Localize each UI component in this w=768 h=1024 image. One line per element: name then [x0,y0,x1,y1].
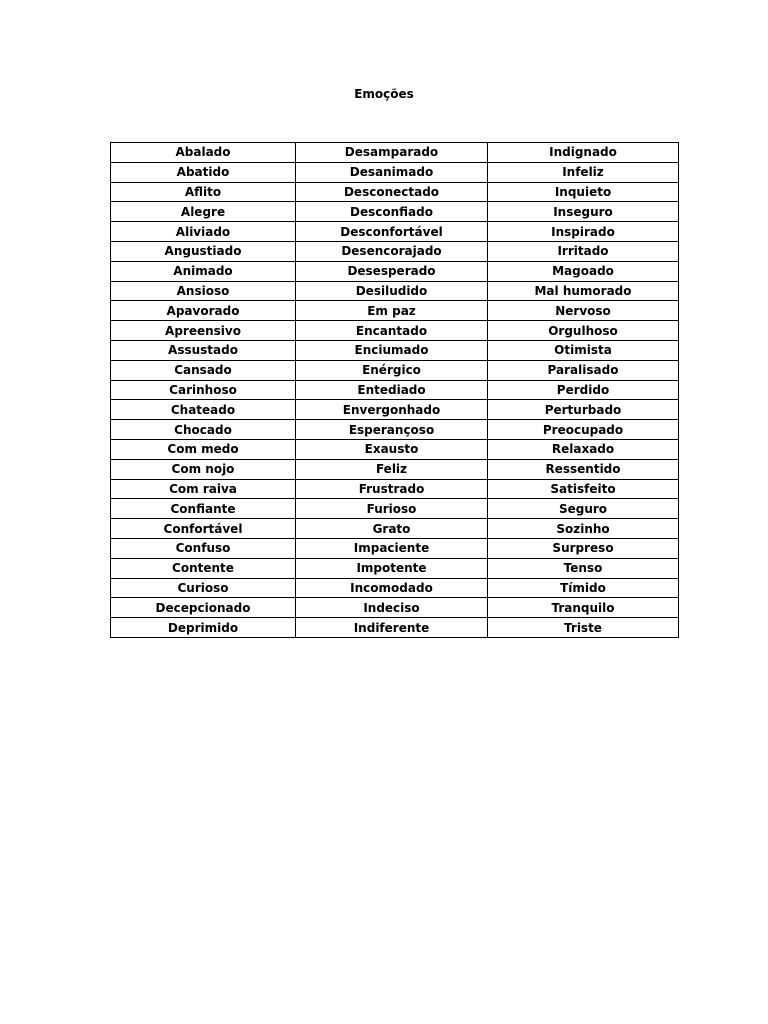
table-row [111,281,679,301]
table-row [111,420,679,440]
table-row [111,598,679,618]
table-cell: Apreensivo [111,321,296,341]
table-cell: Ansioso [111,281,296,301]
table-cell: Desconectado [296,182,488,202]
table-cell: Confortável [111,519,296,539]
table-row [111,400,679,420]
table-cell: Assustado [111,340,296,360]
table-cell: Ressentido [488,459,679,479]
table-cell: Indignado [488,143,679,163]
table-cell: Feliz [296,459,488,479]
table-cell: Com nojo [111,459,296,479]
table-cell: Esperançoso [296,420,488,440]
table-cell: Surpreso [488,538,679,558]
table-cell: Magoado [488,261,679,281]
table-cell: Cansado [111,360,296,380]
table-cell: Infeliz [488,162,679,182]
table-row [111,143,679,163]
table-cell: Perturbado [488,400,679,420]
table-cell: Exausto [296,439,488,459]
table-cell: Chocado [111,420,296,440]
table-cell: Encantado [296,321,488,341]
table-cell: Tenso [488,558,679,578]
table-cell: Em paz [296,301,488,321]
table-row [111,162,679,182]
table-cell: Com medo [111,439,296,459]
table-cell: Impaciente [296,538,488,558]
table-cell: Perdido [488,380,679,400]
table-cell: Animado [111,261,296,281]
table-cell: Tímido [488,578,679,598]
table-cell: Desiludido [296,281,488,301]
table-cell: Confuso [111,538,296,558]
table-row [111,222,679,242]
table-cell: Incomodado [296,578,488,598]
table-cell: Entediado [296,380,488,400]
table-cell: Mal humorado [488,281,679,301]
table-cell: Impotente [296,558,488,578]
table-cell: Desanimado [296,162,488,182]
table-cell: Grato [296,519,488,539]
table-cell: Angustiado [111,241,296,261]
table-cell: Seguro [488,499,679,519]
table-cell: Aliviado [111,222,296,242]
table-cell: Enciumado [296,340,488,360]
table-cell: Nervoso [488,301,679,321]
table-cell: Desesperado [296,261,488,281]
table-cell: Preocupado [488,420,679,440]
table-cell: Desamparado [296,143,488,163]
table-cell: Paralisado [488,360,679,380]
table-cell: Envergonhado [296,400,488,420]
table-cell: Satisfeito [488,479,679,499]
table-cell: Furioso [296,499,488,519]
table-row [111,261,679,281]
table-cell: Contente [111,558,296,578]
table-cell: Triste [488,618,679,638]
table-cell: Aflito [111,182,296,202]
table-row [111,519,679,539]
table-cell: Otimista [488,340,679,360]
table-row [111,360,679,380]
table-row [111,202,679,222]
table-cell: Deprimido [111,618,296,638]
table-cell: Inspirado [488,222,679,242]
table-cell: Apavorado [111,301,296,321]
table-cell: Relaxado [488,439,679,459]
table-row [111,321,679,341]
table-cell: Com raiva [111,479,296,499]
table-cell: Decepcionado [111,598,296,618]
table-cell: Abatido [111,162,296,182]
table-cell: Desconfiado [296,202,488,222]
table-row [111,301,679,321]
table-cell: Inseguro [488,202,679,222]
table-cell: Confiante [111,499,296,519]
table-row [111,380,679,400]
table-row [111,618,679,638]
table-cell: Indeciso [296,598,488,618]
table-cell: Irritado [488,241,679,261]
table-cell: Chateado [111,400,296,420]
table-row [111,538,679,558]
table-cell: Desconfortável [296,222,488,242]
table-row [111,479,679,499]
table-row [111,578,679,598]
table-cell: Abalado [111,143,296,163]
table-row [111,340,679,360]
table-row [111,499,679,519]
table-cell: Curioso [111,578,296,598]
emotions-table [110,142,679,638]
table-row [111,558,679,578]
table-cell: Frustrado [296,479,488,499]
table-cell: Carinhoso [111,380,296,400]
table-row [111,182,679,202]
page-title: Emoções [354,87,414,101]
table-cell: Tranquilo [488,598,679,618]
table-cell: Inquieto [488,182,679,202]
table-cell: Desencorajado [296,241,488,261]
table-row [111,459,679,479]
table-cell: Indiferente [296,618,488,638]
table-cell: Orgulhoso [488,321,679,341]
table-body [111,143,679,638]
table-row [111,241,679,261]
table-cell: Alegre [111,202,296,222]
table-row [111,439,679,459]
table-cell: Enérgico [296,360,488,380]
table-cell: Sozinho [488,519,679,539]
